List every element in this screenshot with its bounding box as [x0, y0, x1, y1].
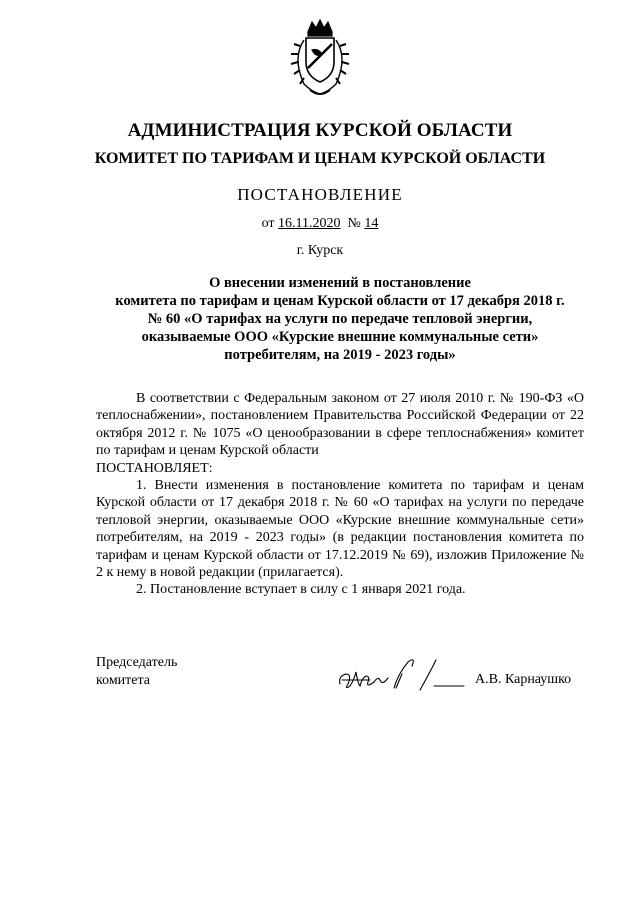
document-body — [96, 390, 584, 599]
subject-line: комитета по тарифам и ценам Курской области от 17 декабря 2018 г. — [115, 293, 565, 309]
subject-line: оказываемые ООО «Курские внешние коммунальные сети» — [141, 329, 539, 345]
coat-of-arms-icon — [286, 18, 354, 100]
date-number-line — [0, 216, 640, 232]
document-number: 14 — [364, 216, 379, 231]
item-2-paragraph: 2. Постановление вступает в силу с 1 января 2021 года. — [136, 582, 466, 598]
document-subject — [96, 274, 584, 364]
position-line: комитета — [96, 673, 151, 688]
subject-line: потребителям, на 2019 - 2023 годы» — [224, 347, 456, 363]
position-line: Председатель — [96, 655, 178, 670]
document-type: ПОСТАНОВЛЕНИЕ — [237, 185, 403, 204]
signatory-position — [96, 654, 177, 690]
from-label: от — [261, 216, 275, 231]
administration-title: АДМИНИСТРАЦИЯ КУРСКОЙ ОБЛАСТИ — [127, 120, 513, 141]
preamble-paragraph: В соответствии с Федеральным законом от 27 июля 2010 г. № 190-ФЗ «О теплоснабжении», постановлением Правительства Российской Федерации от 22 октября 2012 г. № 1075 «О ценообразовании в сфере теплоснабжения» комитет по тарифам и ценам Курской области — [96, 391, 584, 459]
subject-line: О внесении изменений в постановление — [209, 275, 471, 291]
city: г. Курск — [296, 243, 344, 258]
committee-title: КОМИТЕТ ПО ТАРИФАМ И ЦЕНАМ КУРСКОЙ ОБЛАСТИ — [94, 150, 546, 167]
document-date: 16.11.2020 — [278, 216, 341, 231]
decrees-heading: ПОСТАНОВЛЯЕТ: — [96, 460, 213, 476]
number-label: № — [347, 216, 361, 231]
item-1-paragraph: 1. Внести изменения в постановление комитета по тарифам и ценам Курской области от 17 декабря 2018 г. № 60 «О тарифах на услуги по передаче тепловой энергии, оказываемые ООО «Курские внешние коммунальные сети» потребителям, на 2019 - 2023 годы» (в редакции постановления комитета по тарифам и ценам Курской области от 17.12.2019 № 69), изложив Приложение № 2 к нему в новой редакции (прилагается). — [96, 478, 584, 581]
subject-line: № 60 «О тарифах на услуги по передаче тепловой энергии, — [147, 311, 533, 327]
handwritten-signature-icon — [336, 654, 466, 694]
signatory-name: А.В. Карнаушко — [475, 672, 572, 687]
